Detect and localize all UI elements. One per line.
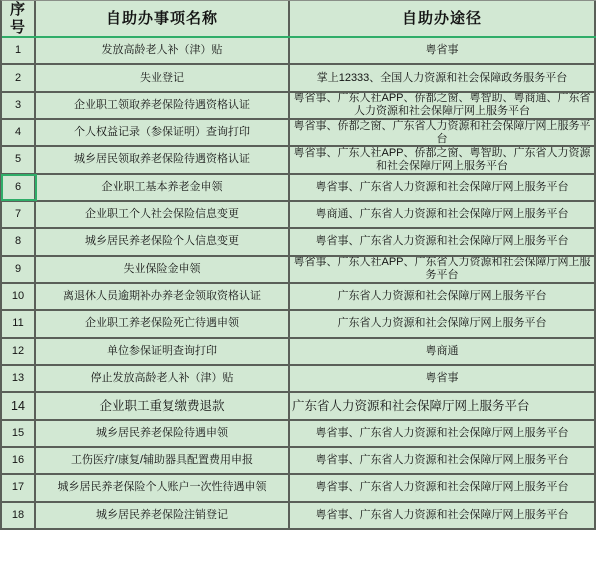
row-number-cell[interactable]: 4: [2, 120, 36, 145]
channel-cell[interactable]: 粤省事、广东省人力资源和社会保障厅网上服务平台: [290, 421, 596, 446]
item-name-cell[interactable]: 工伤医疗/康复/辅助器具配置费用申报: [36, 448, 290, 473]
row-number-cell[interactable]: 7: [2, 202, 36, 227]
channel-cell[interactable]: 粤省事、广东省人力资源和社会保障厅网上服务平台: [290, 229, 596, 254]
channel-cell[interactable]: 粤省事、侨都之窗、广东省人力资源和社会保障厅网上服务平台: [290, 120, 596, 145]
table-header-row: [2, 1, 596, 38]
item-name-cell[interactable]: 企业职工个人社会保险信息变更: [36, 202, 290, 227]
row-number-cell-selected[interactable]: 6: [2, 175, 36, 200]
table-row: [2, 202, 596, 229]
table-row: [2, 65, 596, 92]
table-row: [2, 120, 596, 147]
item-name-cell[interactable]: 失业保险金申领: [36, 257, 290, 282]
item-name-cell[interactable]: 失业登记: [36, 65, 290, 90]
item-name-cell[interactable]: 停止发放高龄老人补（津）贴: [36, 366, 290, 391]
table-row: [2, 421, 596, 448]
row-number-cell[interactable]: 2: [2, 65, 36, 90]
channel-cell[interactable]: 广东省人力资源和社会保障厅网上服务平台: [290, 284, 596, 309]
table-body: [2, 38, 596, 530]
table-row: [2, 93, 596, 120]
item-name-cell[interactable]: 企业职工领取养老保险待遇资格认证: [36, 93, 290, 118]
row-number-cell[interactable]: 12: [2, 339, 36, 364]
item-name-cell[interactable]: 城乡居民养老保险个人信息变更: [36, 229, 290, 254]
item-name-cell[interactable]: 个人权益记录（参保证明）查询打印: [36, 120, 290, 145]
table-row: [2, 38, 596, 65]
item-name-cell[interactable]: 城乡居民养老保险个人账户一次性待遇申领: [36, 475, 290, 500]
channel-cell[interactable]: 掌上12333、全国人力资源和社会保障政务服务平台: [290, 65, 596, 90]
row-number-cell[interactable]: 9: [2, 257, 36, 282]
table-row: [2, 475, 596, 502]
row-number-cell[interactable]: 18: [2, 503, 36, 528]
row-number-cell[interactable]: 3: [2, 93, 36, 118]
row-number-cell[interactable]: 10: [2, 284, 36, 309]
header-cell-item-name[interactable]: 自助办事项名称: [36, 1, 290, 36]
table-row: [2, 284, 596, 311]
table-row: [2, 366, 596, 393]
item-name-cell[interactable]: 单位参保证明查询打印: [36, 339, 290, 364]
header-cell-serial[interactable]: 序号: [2, 1, 36, 36]
table-row: [2, 229, 596, 256]
table-row: [2, 257, 596, 284]
row-number-cell[interactable]: 15: [2, 421, 36, 446]
channel-cell[interactable]: 粤省事、广东人社APP、侨都之窗、粤智助、广东省人力资源和社会保障厅网上服务平台: [290, 147, 596, 172]
channel-cell[interactable]: 广东省人力资源和社会保障厅网上服务平台: [290, 393, 596, 418]
channel-cell[interactable]: 粤省事、广东省人力资源和社会保障厅网上服务平台: [290, 175, 596, 200]
channel-cell[interactable]: 粤省事: [290, 38, 596, 63]
channel-cell[interactable]: 粤省事、广东省人力资源和社会保障厅网上服务平台: [290, 448, 596, 473]
item-name-cell[interactable]: 城乡居民养老保险待遇申领: [36, 421, 290, 446]
table-row: [2, 175, 596, 202]
item-name-cell[interactable]: 企业职工养老保险死亡待遇申领: [36, 311, 290, 336]
header-cell-channels[interactable]: 自助办途径: [290, 1, 596, 36]
item-name-cell[interactable]: 离退休人员逾期补办养老金领取资格认证: [36, 284, 290, 309]
row-number-cell[interactable]: 5: [2, 147, 36, 172]
channel-cell[interactable]: 粤省事、广东省人力资源和社会保障厅网上服务平台: [290, 475, 596, 500]
item-name-cell[interactable]: 企业职工基本养老金申领: [36, 175, 290, 200]
channel-cell[interactable]: 粤商通: [290, 339, 596, 364]
item-name-cell[interactable]: 城乡居民养老保险注销登记: [36, 503, 290, 528]
table-row: [2, 503, 596, 530]
table-row: [2, 339, 596, 366]
channel-cell[interactable]: 粤省事、广东人社APP、侨都之窗、粤智助、粤商通、广东省人力资源和社会保障厅网上服务平台: [290, 93, 596, 118]
table-row: [2, 393, 596, 420]
row-number-cell[interactable]: 11: [2, 311, 36, 336]
channel-cell[interactable]: 粤省事: [290, 366, 596, 391]
table-row: [2, 311, 596, 338]
item-name-cell[interactable]: 企业职工重复缴费退款: [36, 393, 290, 418]
row-number-cell[interactable]: 16: [2, 448, 36, 473]
row-number-cell[interactable]: 1: [2, 38, 36, 63]
channel-cell[interactable]: 粤商通、广东省人力资源和社会保障厅网上服务平台: [290, 202, 596, 227]
row-number-cell[interactable]: 13: [2, 366, 36, 391]
channel-cell[interactable]: 广东省人力资源和社会保障厅网上服务平台: [290, 311, 596, 336]
row-number-cell[interactable]: 17: [2, 475, 36, 500]
channel-cell[interactable]: 粤省事、广东人社APP、广东省人力资源和社会保障厅网上服务平台: [290, 257, 596, 282]
table-row: [2, 448, 596, 475]
row-number-cell[interactable]: 8: [2, 229, 36, 254]
table-row: [2, 147, 596, 174]
row-number-cell[interactable]: 14: [2, 393, 36, 418]
item-name-cell[interactable]: 城乡居民领取养老保险待遇资格认证: [36, 147, 290, 172]
channel-cell[interactable]: 粤省事、广东省人力资源和社会保障厅网上服务平台: [290, 503, 596, 528]
item-name-cell[interactable]: 发放高龄老人补（津）贴: [36, 38, 290, 63]
